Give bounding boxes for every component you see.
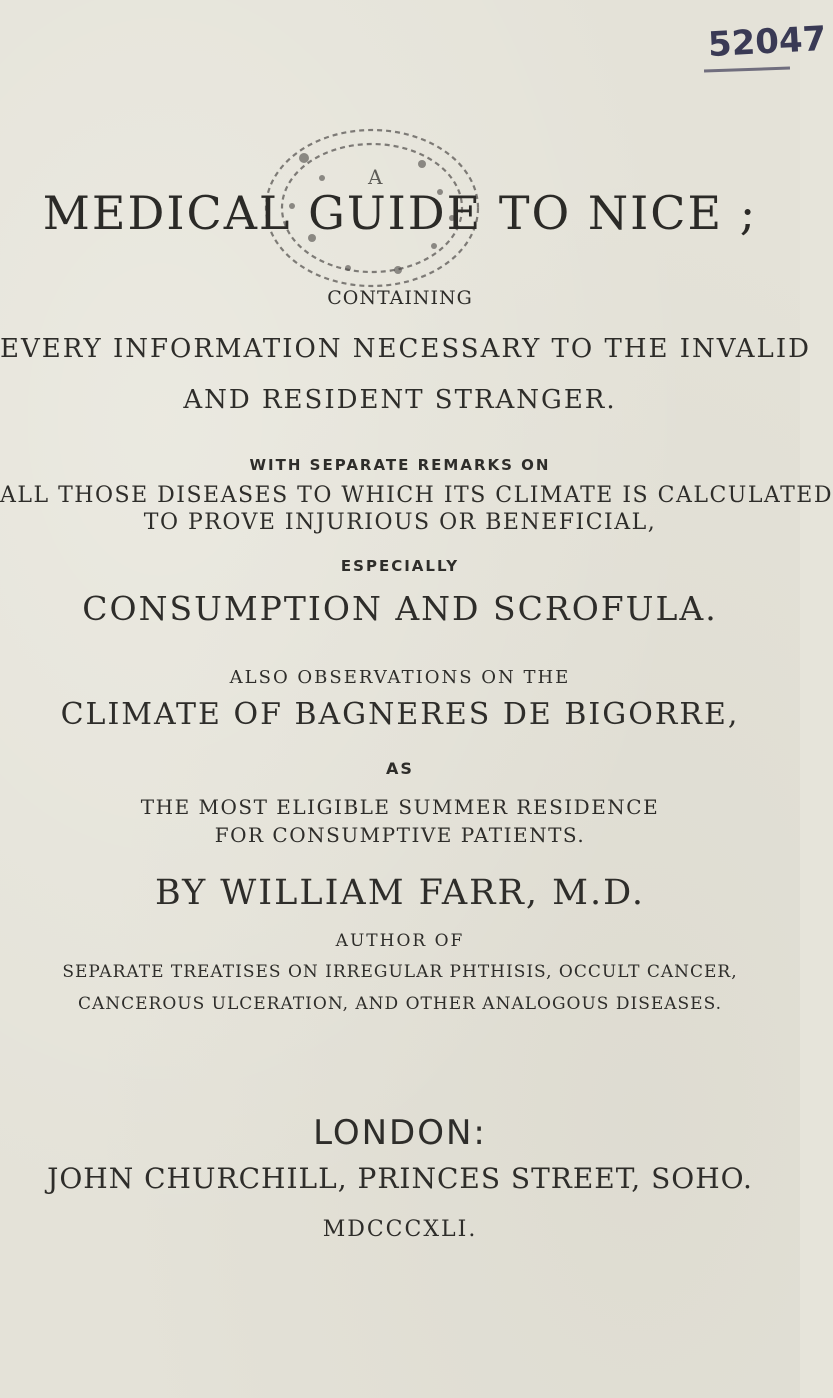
also-observations-label: ALSO OBSERVATIONS ON THE [229, 667, 571, 688]
stamp-letter: A [368, 165, 383, 189]
with-remarks-label: WITH SEPARATE REMARKS ON [249, 456, 551, 474]
especially-label: ESPECIALLY [340, 557, 460, 575]
imprint-city: LONDON: [313, 1113, 487, 1153]
diseases-line-2: TO PROVE INJURIOUS OR BENEFICIAL, [143, 510, 657, 535]
consumption-heading: CONSUMPTION AND SCROFULA. [82, 589, 718, 628]
imprint-publisher: JOHN CHURCHILL, PRINCES STREET, SOHO. [47, 1162, 753, 1195]
residence-line-2: FOR CONSUMPTIVE PATIENTS. [214, 823, 586, 847]
shelfmark-underline [704, 67, 790, 73]
as-label: AS [386, 759, 414, 778]
imprint-date: MDCCCXLI. [322, 1217, 478, 1242]
treatises-line-1: SEPARATE TREATISES ON IRREGULAR PHTHISIS, OCCULT CANCER, [62, 962, 738, 982]
shelfmark-number: 52047 [707, 18, 828, 66]
book-title: MEDICAL GUIDE TO NICE ; [42, 186, 758, 240]
treatises-line-2: CANCEROUS ULCERATION, AND OTHER ANALOGOUS DISEASES. [77, 994, 723, 1014]
containing-label: CONTAINING [327, 287, 473, 309]
diseases-line-1: ALL THOSE DISEASES TO WHICH ITS CLIMATE IS CALCULATED [0, 483, 833, 508]
subtitle-line-1: EVERY INFORMATION NECESSARY TO THE INVALID [0, 334, 811, 364]
residence-line-1: THE MOST ELIGIBLE SUMMER RESIDENCE [140, 795, 660, 819]
subtitle-line-2: AND RESIDENT STRANGER. [183, 385, 617, 415]
author-byline: BY WILLIAM FARR, M.D. [154, 873, 646, 913]
climate-heading: CLIMATE OF BAGNERES DE BIGORRE, [60, 697, 740, 732]
author-of-label: AUTHOR OF [335, 931, 465, 951]
